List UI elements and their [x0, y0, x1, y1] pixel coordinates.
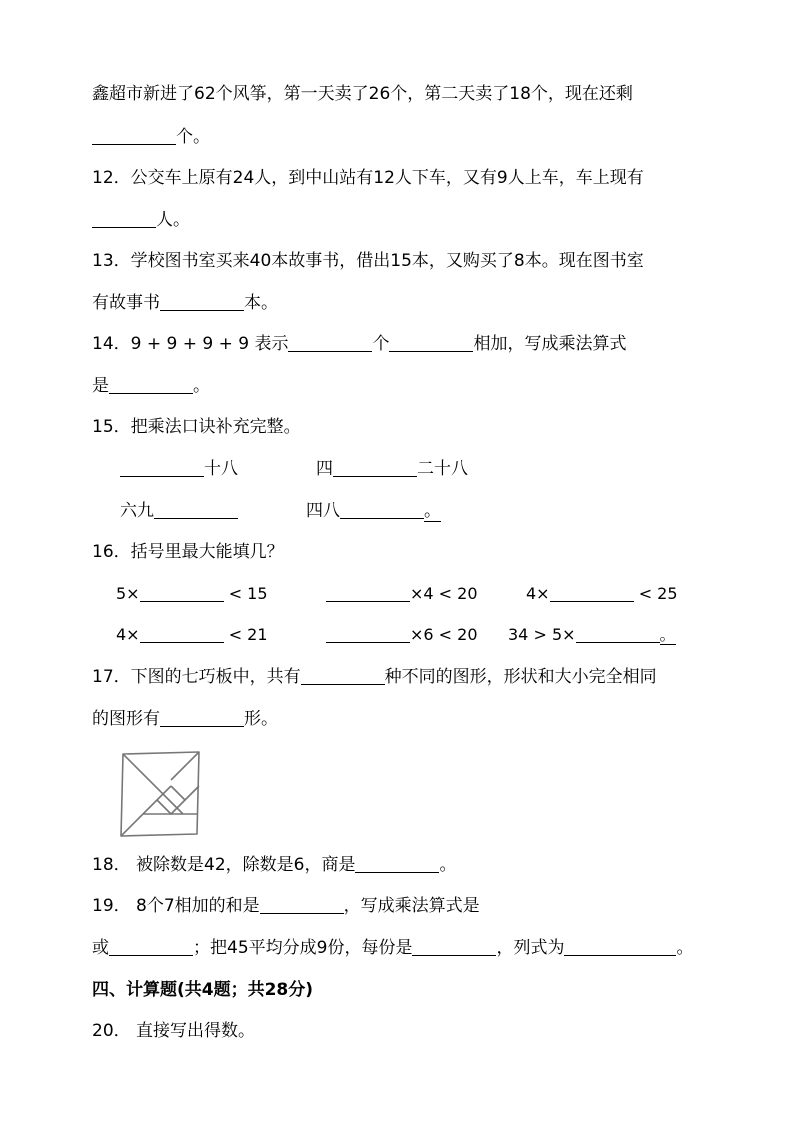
answer-blank[interactable] — [160, 708, 244, 727]
answer-blank[interactable] — [326, 624, 410, 643]
q16-r2a: 4× < 21 — [116, 625, 268, 644]
q15-item-d: 四八 。 — [306, 501, 441, 521]
tangram-line — [171, 752, 199, 780]
q12-line2: 人。 — [92, 208, 190, 232]
answer-blank[interactable] — [109, 937, 193, 956]
answer-blank[interactable] — [576, 624, 660, 643]
q15-item-b: 四 二十八 — [316, 459, 468, 479]
answer-blank[interactable] — [389, 333, 473, 352]
q15-item-c: 六九 — [120, 499, 238, 523]
answer-blank[interactable] — [333, 458, 417, 477]
tangram-figure — [115, 748, 205, 840]
answer-blank[interactable] — [412, 937, 496, 956]
answer-blank[interactable] — [140, 624, 224, 643]
q17-line2: 的图形有 形。 — [92, 709, 278, 729]
answer-blank[interactable] — [160, 292, 244, 311]
q14-line2: 是 。 — [92, 376, 210, 396]
answer-blank[interactable] — [140, 583, 224, 602]
tangram-line — [171, 786, 199, 800]
answer-blank[interactable] — [109, 375, 193, 394]
answer-blank[interactable] — [564, 937, 676, 956]
answer-blank[interactable] — [260, 895, 344, 914]
answer-blank[interactable] — [92, 209, 156, 228]
tangram-line — [121, 814, 143, 836]
answer-blank[interactable] — [120, 458, 204, 477]
q20-line: 20． 直接写出得数。 — [92, 1021, 256, 1041]
q16-r1a: 5× < 15 — [116, 584, 268, 603]
q11-line2: 个。 — [92, 125, 210, 149]
q16-r1c: 4× < 25 — [526, 584, 678, 603]
q14-line1: 14．9 + 9 + 9 + 9 表示 个 相加，写成乘法算式 — [92, 334, 627, 354]
q16-r2b: ×6 < 20 — [326, 623, 478, 647]
q17-line1: 17．下图的七巧板中，共有 种不同的图形，形状和大小完全相同 — [92, 667, 657, 687]
answer-blank[interactable] — [355, 854, 439, 873]
q19-line2: 或 ；把45平均分成9份，每份是 ，列式为 。 — [92, 938, 694, 958]
q12-line1: 12．公交车上原有24人，到中山站有12人下车，又有9人上车，车上现有 — [92, 168, 644, 188]
q13-line2: 有故事书 本。 — [92, 293, 278, 313]
q15-title: 15．把乘法口诀补充完整。 — [92, 417, 301, 437]
answer-blank[interactable] — [154, 500, 238, 519]
answer-blank[interactable] — [301, 666, 385, 685]
section-title: 四、计算题(共4题；共28分) — [92, 980, 314, 1000]
answer-blank[interactable] — [340, 500, 424, 519]
q16-title: 16．括号里最大能填几？ — [92, 542, 284, 562]
answer-blank[interactable] — [326, 583, 410, 602]
q19-line1: 19． 8个7相加的和是 ，写成乘法算式是 — [92, 896, 480, 916]
answer-blank[interactable] — [288, 333, 372, 352]
q16-r1b: ×4 < 20 — [326, 582, 478, 606]
q18-line: 18． 被除数是42，除数是6，商是 。 — [92, 855, 457, 875]
q13-line1: 13．学校图书室买来40本故事书，借出15本，又购买了8本。现在图书室 — [92, 251, 644, 271]
q16-r2c: 34 > 5× 。 — [508, 625, 676, 644]
answer-blank[interactable] — [92, 126, 176, 145]
answer-blank[interactable] — [550, 583, 634, 602]
q11-line1: 鑫超市新进了62个风筝，第一天卖了26个，第二天卖了18个，现在还剩 — [92, 84, 633, 104]
q15-item-a: 十八 — [120, 457, 238, 481]
